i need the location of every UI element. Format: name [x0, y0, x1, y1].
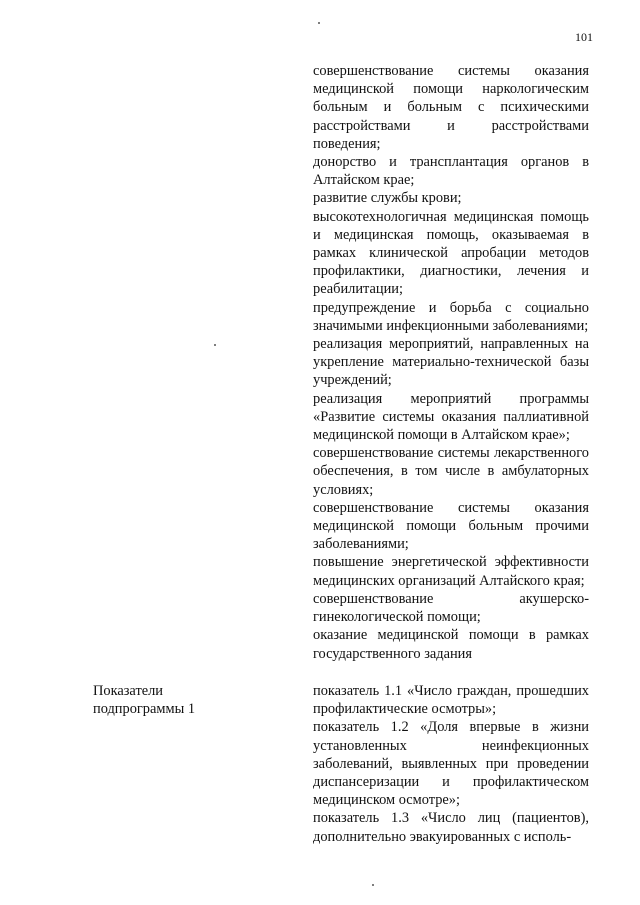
activity-item: донорство и трансплантация органов в Алтайском крае;: [313, 154, 589, 189]
activity-item: совершенствование системы лекарственного обеспечения, в том числе в амбулаторных условиях;: [313, 445, 589, 498]
activity-item: совершенствование акушерско-гинекологической помощи;: [313, 590, 589, 626]
activity-item: оказание медицинской помощи в рамках государственного задания: [313, 627, 589, 662]
activity-item: высокотехнологичная медицинская помощь и медицинская помощь, оказываемая в рамках клинической апробации методов профилактики, диагностики, лечения и реабилитации;: [313, 208, 589, 298]
activity-item: реализация мероприятий, направленных на укрепление материально-технической базы учреждений;: [313, 336, 589, 389]
activity-item: реализация мероприятий программы «Развитие системы оказания паллиативной медицинской помощи в Алтайском крае»;: [313, 390, 589, 444]
activity-item: совершенствование системы оказания медицинской помощи наркологическим больным и больным с психическими расстройствами и расстройствами поведения;: [313, 63, 589, 152]
activity-item: совершенствование системы оказания медицинской помощи больным прочими заболеваниями;: [313, 499, 589, 553]
indicator-item: показатель 1.3 «Число лиц (пациентов), дополнительно эвакуированных с исполь-: [313, 810, 589, 845]
indicator-item: показатель 1.2 «Доля впервые в жизни установленных неинфекционных заболеваний, выявленных при проведении диспансеризации и профилактическом медицинском осмотре»;: [313, 719, 589, 809]
scan-speck: [214, 344, 216, 346]
activity-item: предупреждение и борьба с социально значимыми инфекционными заболеваниями;: [313, 299, 589, 334]
page-number: 101: [575, 30, 593, 44]
scan-speck: [318, 22, 320, 24]
indicators-label: Показатели подпрограммы 1: [93, 683, 196, 718]
indicator-item: показатель 1.1 «Число граждан, прошедших профилактические осмотры»;: [313, 683, 589, 718]
activity-item: развитие службы крови;: [313, 190, 462, 207]
indicators-list: [313, 682, 589, 846]
activities-list: [313, 62, 589, 663]
scan-speck: [372, 884, 374, 886]
activity-item: повышение энергетической эффективности медицинских организаций Алтайского края;: [313, 554, 589, 589]
